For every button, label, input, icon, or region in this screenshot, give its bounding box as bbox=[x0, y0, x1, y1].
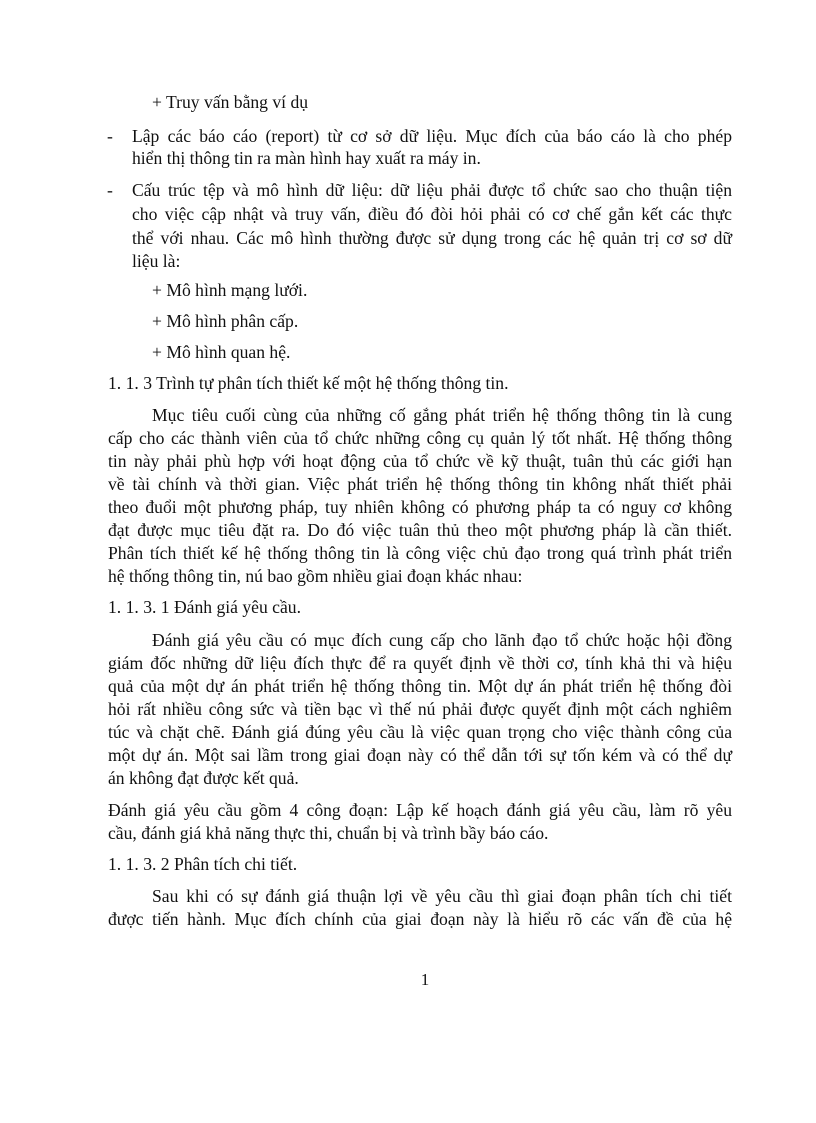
text-line: Lập các báo cáo (report) từ cơ sở dữ liệu. Mục đích của báo cáo là cho phép bbox=[132, 126, 732, 146]
text-line: quả của một dự án phát triển hệ thống thông tin. Một dự án phát triển hệ thống đòi bbox=[108, 676, 732, 696]
page-number: 1 bbox=[420, 970, 430, 989]
list-sub-item: + Mô hình mạng lưới. bbox=[152, 280, 308, 300]
text-line: đạt được mục tiêu đặt ra. Do đó việc tuân thủ theo một phương pháp là cần thiết. bbox=[108, 520, 732, 540]
text-line: được tiến hành. Mục đích chính của giai đoạn này là hiểu rõ các vấn đề của hệ bbox=[108, 909, 732, 929]
text-line: Sau khi có sự đánh giá thuận lợi về yêu cầu thì giai đoạn phân tích chi tiết bbox=[152, 886, 732, 906]
text-line: về tài chính và thời gian. Việc phát triển hệ thống thông tin không nhất thiết phải bbox=[108, 474, 732, 494]
list-bullet: - bbox=[107, 180, 113, 200]
text-line: Cấu trúc tệp và mô hình dữ liệu: dữ liệu phải được tổ chức sao cho thuận tiện bbox=[132, 180, 732, 200]
section-heading: 1. 1. 3. 2 Phân tích chi tiết. bbox=[108, 854, 298, 874]
text-line: Mục tiêu cuối cùng của những cố gắng phát triển hệ thống thông tin là cung bbox=[152, 405, 732, 425]
text-line: một dự án. Một sai lầm trong giai đoạn này có thể dẫn tới sự tốn kém và có thể dự bbox=[108, 745, 732, 765]
list-sub-item: + Truy vấn bằng ví dụ bbox=[152, 92, 309, 112]
text-line: cho việc cập nhật và truy vấn, điều đó đòi hỏi phải có cơ chế gắn kết các thực bbox=[132, 204, 732, 224]
text-line: hiển thị thông tin ra màn hình hay xuất ra máy in. bbox=[132, 148, 481, 168]
text-line: tin này phải phù hợp với hoạt động của tổ chức về kỹ thuật, tuân thủ các giới hạn bbox=[108, 451, 732, 471]
text-line: theo đuổi một phương pháp, tuy nhiên không có phương pháp ta có nguy cơ không bbox=[108, 497, 732, 517]
text-line: hỏi rất nhiều công sức và tiền bạc vì thế nú phải được quyết định một cách nghiêm bbox=[108, 699, 732, 719]
text-line: thể với nhau. Các mô hình thường được sử dụng trong các hệ quản trị cơ sơ dữ bbox=[132, 228, 732, 248]
text-line: án không đạt được kết quả. bbox=[108, 768, 299, 788]
text-line: Đánh giá yêu cầu gồm 4 công đoạn: Lập kế hoạch đánh giá yêu cầu, làm rõ yêu bbox=[108, 800, 732, 820]
list-bullet: - bbox=[107, 126, 113, 146]
text-line: Phân tích thiết kế hệ thống thông tin là công việc chủ đạo trong quá trình phát triển bbox=[108, 543, 732, 563]
list-sub-item: + Mô hình quan hệ. bbox=[152, 342, 291, 362]
text-line: cấp cho các thành viên của tổ chức những công cụ quản lý tốt nhất. Hệ thống thông bbox=[108, 428, 732, 448]
text-line: liệu là: bbox=[132, 251, 181, 271]
section-heading: 1. 1. 3 Trình tự phân tích thiết kế một hệ thống thông tin. bbox=[108, 373, 509, 393]
text-line: cầu, đánh giá khả năng thực thi, chuẩn bị và trình bầy báo cáo. bbox=[108, 823, 549, 843]
text-line: Đánh giá yêu cầu có mục đích cung cấp cho lãnh đạo tổ chức hoặc hội đồng bbox=[152, 630, 732, 650]
list-sub-item: + Mô hình phân cấp. bbox=[152, 311, 299, 331]
text-line: hệ thống thông tin, nú bao gồm nhiều giai đoạn khác nhau: bbox=[108, 566, 523, 586]
section-heading: 1. 1. 3. 1 Đánh giá yêu cầu. bbox=[108, 597, 301, 617]
text-line: giám đốc những dữ liệu đích thực để ra quyết định về thời cơ, tính khả thi và hiệu bbox=[108, 653, 732, 673]
text-line: túc và chặt chẽ. Đánh giá đúng yêu cầu là việc quan trọng cho việc thành công của bbox=[108, 722, 732, 742]
